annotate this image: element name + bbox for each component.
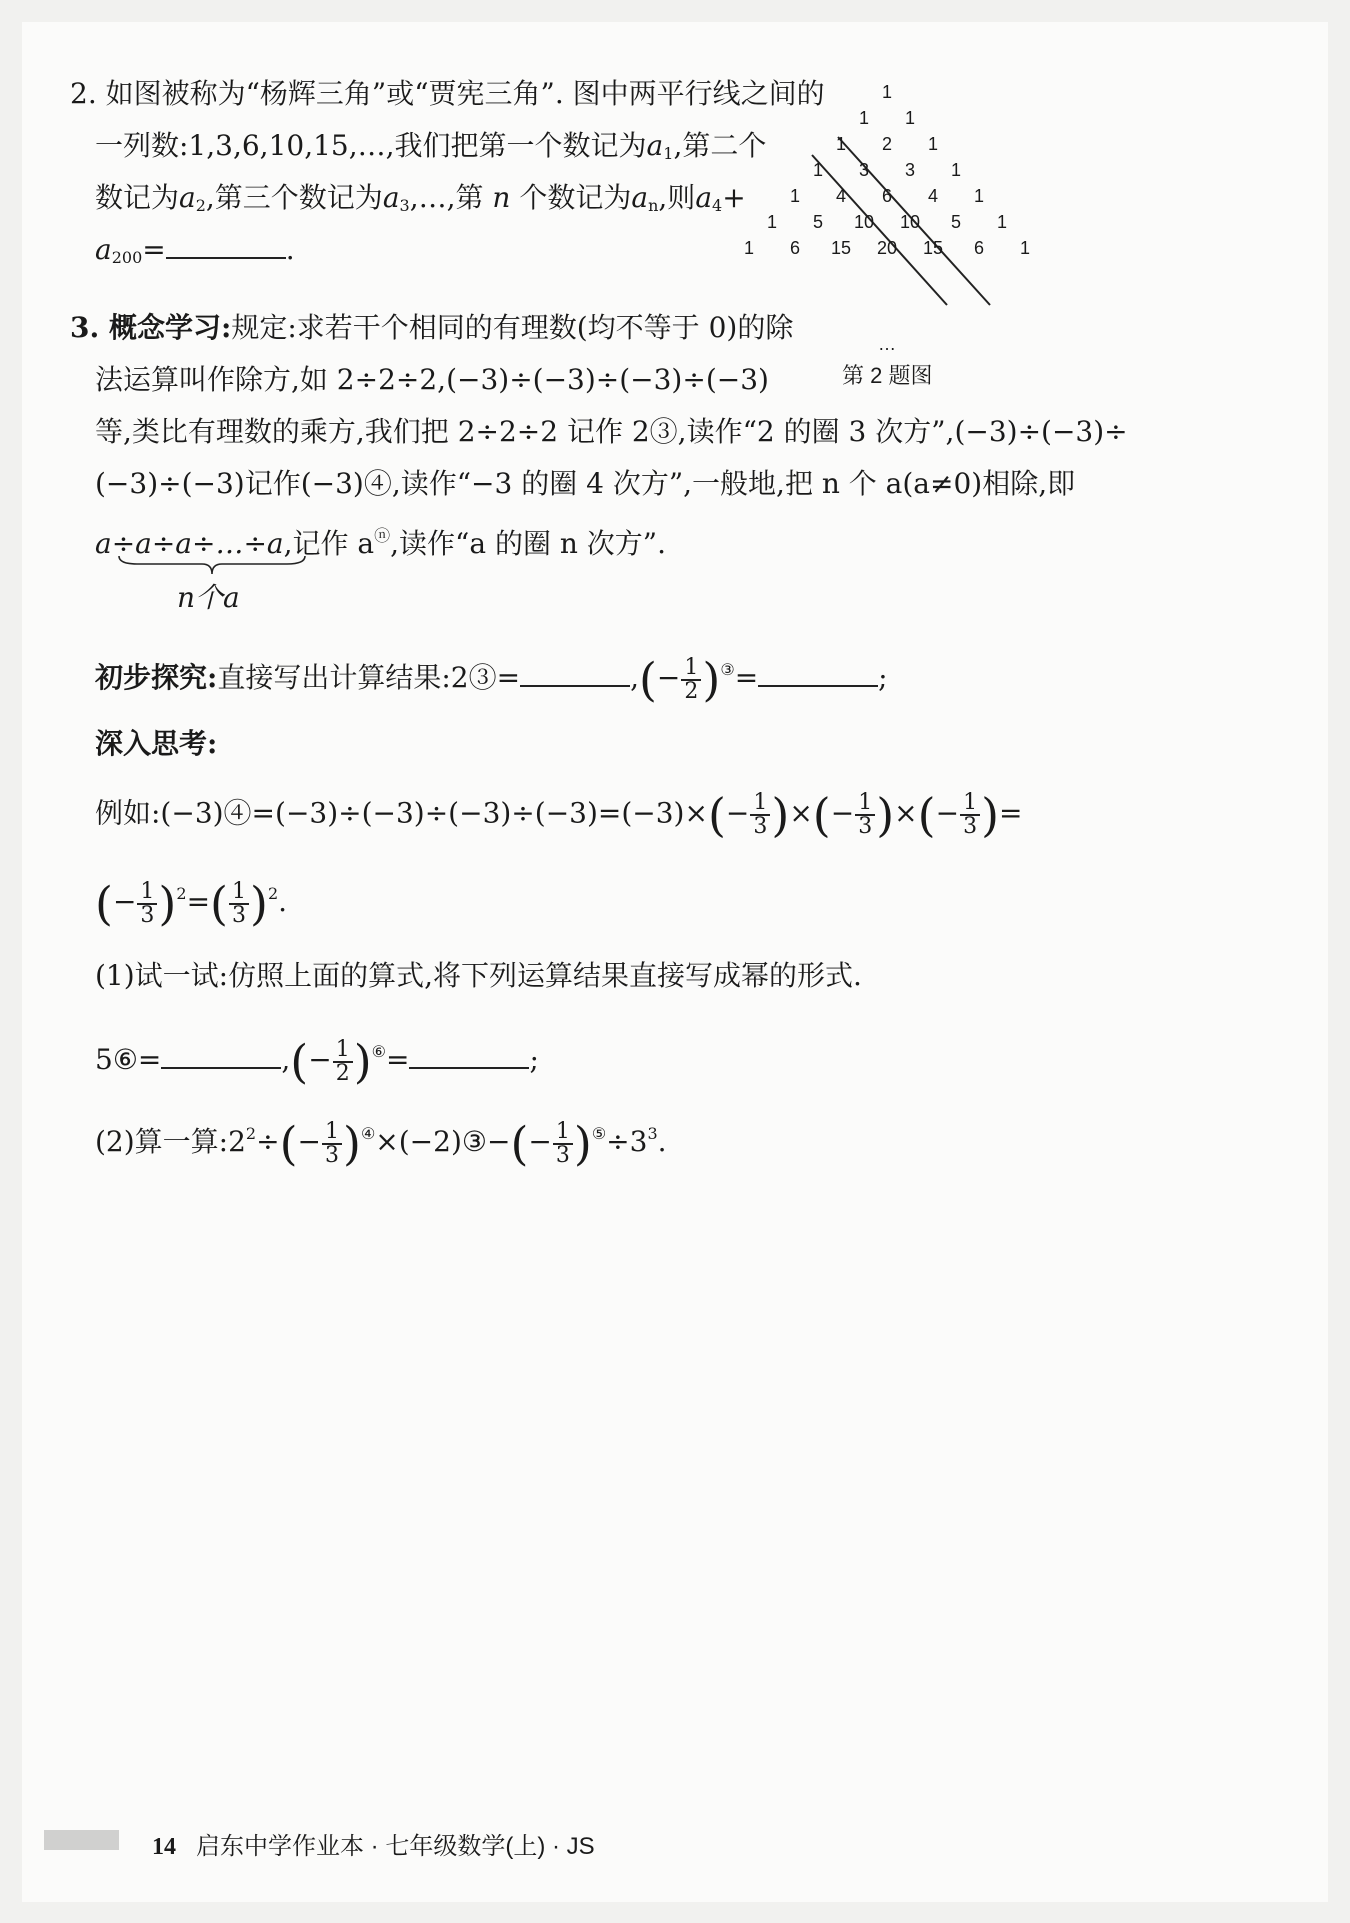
figure-caption: 第 2 题图 [842, 363, 933, 388]
explore-label: 初步探究: [95, 661, 218, 694]
book-title: 启东中学作业本 · 七年级数学(上) · JS [196, 1833, 595, 1860]
period: . [657, 1125, 667, 1158]
paren-close: ) [981, 788, 1000, 842]
triangle-number: 2 [881, 134, 893, 154]
triangle-number: 1 [973, 186, 985, 206]
paren-open: ( [707, 788, 726, 842]
triangle-number: 10 [899, 212, 921, 232]
times: × [789, 796, 813, 830]
triangle-number: 1 [950, 160, 962, 180]
circled-5: ⑤ [591, 1124, 607, 1143]
numerator: 1 [960, 792, 980, 816]
minus: − [308, 1043, 332, 1076]
brace-label [177, 578, 240, 618]
triangle-number: 1 [766, 212, 778, 232]
example-result-line [95, 874, 288, 931]
example-text: 例如:(−3)④=(−3)÷(−3)÷(−3)÷(−3)=(−3)× [95, 796, 708, 830]
q3-line2: 法运算叫作除方,如 2÷2÷2,(−3)÷(−3)÷(−3)÷(−3) [95, 363, 769, 396]
q2-text-3a: 数记为 [95, 181, 180, 214]
period: . [285, 233, 295, 266]
pascal-triangle-figure [722, 82, 1322, 354]
an-symbol: a [631, 181, 649, 214]
a200-symbol: a [95, 233, 112, 266]
equals: = [999, 796, 1023, 830]
underbrace [117, 554, 307, 576]
numerator: 1 [553, 1121, 573, 1145]
a200-subscript: 200 [111, 248, 143, 267]
try-answer-line [95, 1032, 539, 1089]
q2-line4 [95, 230, 295, 278]
circled-4: ④ [360, 1124, 376, 1143]
explore-line [95, 650, 888, 707]
minus: − [830, 796, 855, 830]
q2-text-1: 2. 如图被称为“杨辉三角”或“贾宪三角”. 图中两平行线之间的 [70, 77, 825, 110]
triangle-number: 15 [830, 238, 852, 258]
period: . [278, 885, 288, 918]
triangle-number: 1 [904, 108, 916, 128]
triangle-number: 6 [789, 238, 801, 258]
paren-open: ( [279, 1116, 298, 1171]
triangle-number: 1 [927, 134, 939, 154]
times: × [894, 796, 918, 830]
try-line: (1)试一试:仿照上面的算式,将下列运算结果直接写成幂的形式. [95, 959, 862, 992]
brace-text: n个a [177, 581, 240, 614]
minus: − [112, 885, 137, 918]
an-subscript: n [648, 196, 659, 215]
equals: = [734, 661, 759, 694]
triangle-number: 6 [881, 186, 893, 206]
page-number: 14 [152, 1834, 176, 1860]
minus: − [297, 1125, 321, 1158]
n-symbol: n [492, 181, 511, 214]
triangle-number: 5 [950, 212, 962, 232]
denominator: 3 [963, 814, 978, 839]
equals-sign: = [142, 233, 166, 266]
a2-subscript: 2 [195, 196, 206, 215]
paren-close: ) [343, 1116, 361, 1171]
comma: , [630, 661, 639, 694]
q2-text-2: 一列数:1,3,6,10,15,…,我们把第一个数记为 [95, 129, 647, 162]
paren-open: ( [812, 788, 831, 842]
semicolon: ; [529, 1043, 539, 1076]
fraction-1-3 [750, 792, 770, 838]
paren-close: ) [249, 876, 268, 931]
a4-subscript: 4 [712, 196, 723, 215]
triangle-number: 1 [812, 160, 824, 180]
paren-close: ) [876, 788, 895, 842]
numerator: 1 [750, 792, 770, 816]
q3-label: 3. 概念学习: [70, 311, 232, 344]
fraction-1-3 [229, 878, 249, 928]
plus-sign: + [722, 181, 746, 214]
q3-text-5b: ,记作 a [283, 527, 375, 560]
exponent-3: 3 [647, 1124, 658, 1143]
triangle-number: 10 [853, 212, 875, 232]
paren-open: ( [290, 1034, 309, 1089]
worksheet-page [22, 22, 1328, 1902]
footer-grey-bar [44, 1830, 119, 1850]
denominator: 3 [858, 814, 873, 839]
triangle-number: 3 [858, 160, 870, 180]
exponent-2: 2 [267, 884, 279, 903]
q2-line1 [70, 74, 825, 114]
a4-symbol: a [695, 181, 713, 214]
q3-text-5d: ,读作“a 的圈 n 次方”. [390, 527, 666, 560]
numerator: 1 [333, 1039, 353, 1063]
q2-text-2b: ,第二个 [673, 129, 767, 162]
numerator: 1 [322, 1121, 342, 1145]
triangle-number: 15 [922, 238, 944, 258]
minus: − [656, 661, 681, 694]
numerator: 1 [137, 881, 157, 905]
q2-text-3b: ,第三个数记为 [205, 181, 383, 214]
q2-text-3d: 个数记为 [519, 181, 632, 214]
circled-6: ⑥ [371, 1042, 387, 1061]
calc-end: ÷3 [606, 1125, 648, 1158]
triangle-number: 1 [858, 108, 870, 128]
triangle-number: 5 [812, 212, 824, 232]
paren-open: ( [210, 876, 228, 931]
paren-open: ( [917, 788, 936, 842]
q3-text-1: 规定:求若干个相同的有理数(均不等于 0)的除 [231, 311, 794, 344]
paren-close: ) [353, 1034, 372, 1089]
fraction-1-3 [960, 792, 980, 838]
a3-subscript: 3 [399, 196, 410, 215]
numerator: 1 [229, 881, 249, 905]
triangle-number: 4 [927, 186, 939, 206]
paren-open: ( [95, 876, 113, 931]
equals: = [186, 885, 211, 918]
answer-blank-try-2[interactable] [409, 1041, 529, 1069]
paren-open: ( [638, 652, 657, 707]
paren-close: ) [702, 652, 721, 707]
comma: , [281, 1043, 291, 1076]
answer-blank-explore-2[interactable] [758, 659, 878, 687]
divide: ÷ [256, 1125, 280, 1158]
denominator: 3 [325, 1142, 339, 1168]
a2-symbol: a [179, 181, 196, 214]
denominator: 3 [231, 902, 246, 928]
paren-open: ( [510, 1116, 529, 1171]
q2-line2 [95, 126, 766, 174]
semicolon: ; [878, 661, 888, 694]
q2-text-3e: ,则 [658, 181, 696, 214]
q3-line3: 等,类比有理数的乘方,我们把 2÷2÷2 记作 2③,读作“2 的圈 3 次方”,(−3)÷(−3)÷ [95, 415, 1128, 448]
denominator: 3 [555, 1142, 570, 1168]
exponent-2: 2 [245, 1124, 257, 1143]
deep-label: 深入思考: [95, 727, 218, 760]
example-line [95, 788, 1023, 842]
paren-close: ) [573, 1116, 592, 1171]
calc-middle: ×(−2)③− [375, 1125, 511, 1158]
numerator: 1 [855, 792, 875, 816]
page-footer [152, 1826, 595, 1861]
answer-blank-q2[interactable] [166, 231, 286, 259]
circled-3: ③ [720, 660, 735, 679]
triangle-number: 6 [973, 238, 985, 258]
circled-n: ⓝ [374, 526, 391, 545]
denominator: 2 [684, 678, 699, 704]
triangle-ellipsis: … [878, 334, 896, 354]
fraction-1-2 [681, 654, 701, 704]
triangle-number: 1 [996, 212, 1008, 232]
fraction-1-3 [855, 792, 875, 838]
exponent-2: 2 [176, 884, 187, 903]
triangle-number: 3 [904, 160, 916, 180]
a1-subscript: 1 [663, 144, 674, 163]
calc-line [95, 1114, 667, 1171]
q2-line3 [95, 178, 746, 226]
triangle-number: 1 [789, 186, 801, 206]
a3-symbol: a [382, 181, 400, 214]
division-chain: a÷a÷a÷…÷a [95, 527, 284, 560]
numerator: 1 [681, 657, 701, 681]
triangle-number: 4 [835, 186, 847, 206]
fraction-1-3 [137, 878, 157, 928]
triangle-number: 1 [1019, 238, 1031, 258]
q3-line1 [70, 308, 793, 348]
minus: − [935, 796, 960, 830]
triangle-number: 1 [835, 134, 847, 154]
triangle-number: 20 [876, 238, 898, 258]
triangle-number: 1 [881, 82, 893, 102]
fraction-1-2 [333, 1036, 353, 1086]
answer-blank-try-1[interactable] [161, 1041, 281, 1069]
five-circled-6: 5⑥= [95, 1043, 162, 1076]
explore-text: 直接写出计算结果:2③= [217, 661, 521, 694]
fraction-1-3 [553, 1118, 573, 1168]
denominator: 3 [753, 814, 768, 839]
q2-text-3c: ,…,第 [409, 181, 484, 214]
paren-close: ) [158, 876, 177, 931]
fraction-1-3 [322, 1118, 342, 1168]
denominator: 3 [140, 902, 155, 928]
triangle-number: 1 [743, 238, 755, 258]
denominator: 2 [335, 1060, 350, 1086]
a1-symbol: a [646, 129, 664, 162]
answer-blank-explore-1[interactable] [520, 659, 630, 687]
calc-prefix: (2)算一算:2 [95, 1125, 246, 1158]
paren-close: ) [771, 788, 790, 842]
equals: = [386, 1043, 410, 1076]
q3-line4: (−3)÷(−3)记作(−3)④,读作“−3 的圈 4 次方”,一般地,把 n 个 a(a≠0)相除,即 [95, 467, 1076, 500]
minus: − [528, 1125, 552, 1158]
minus: − [725, 796, 750, 830]
